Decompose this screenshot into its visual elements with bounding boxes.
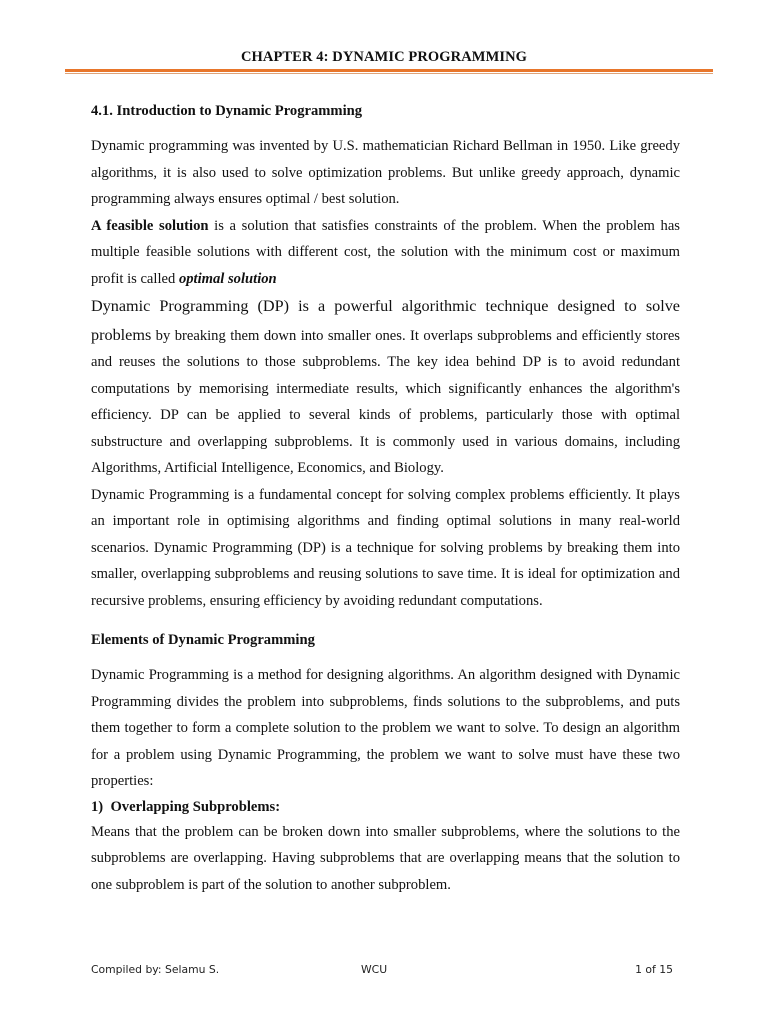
- footer-author: Compiled by: Selamu S.: [91, 963, 220, 976]
- overlapping-subproblems-heading: 1) Overlapping Subproblems:: [91, 798, 281, 815]
- elements-paragraph: Dynamic Programming is a method for designing algorithms. An algorithm designed with Dynamic Programming divides the problem into subproblems, finds solutions to the subproblems, and puts them together to form a complete solution to the problem we want to solve. To design an algorithm for a problem using Dynamic Programming, the problem we want to solve must have these two properties:: [91, 667, 680, 789]
- document-body: [91, 99, 680, 898]
- dp-definition-text: by breaking them down into smaller ones. It overlaps subproblems and efficiently stores and reuses the solutions to those subproblems. The key idea behind DP is to avoid redundant computations by memorising intermediate results, which significantly enhances the algorithm's efficiency. DP can be applied to several kinds of problems, particularly those with optimal substructure and overlapping subproblems. It is commonly used in various domains, including Algorithms, Artificial Intelligence, Economics, and Biology.: [91, 327, 680, 476]
- elements-heading: Elements of Dynamic Programming: [91, 632, 315, 648]
- footer-page-number: 1 of 15: [635, 963, 673, 976]
- footer-institution: WCU: [361, 963, 388, 976]
- feasible-solution-paragraph: [91, 213, 680, 293]
- dp-definition-paragraph: [91, 292, 680, 482]
- header-rule-shadow: [65, 73, 713, 74]
- feasible-solution-term: A feasible solution: [91, 217, 209, 234]
- header-rule: [65, 69, 713, 72]
- dp-definition-lead: Dynamic Programming (DP) is a powerful algorithmic technique designed to solve problems: [91, 297, 680, 344]
- dp-concept-paragraph: Dynamic Programming is a fundamental concept for solving complex problems efficiently. It plays an important role in optimising algorithms and finding optimal solutions in many real-world scenarios. Dynamic Programming (DP) is a technique for solving problems by breaking them into smaller, overlapping subproblems and reusing solutions to save time. It is ideal for optimization and recursive problems, ensuring efficiency by avoiding redundant computations.: [91, 486, 680, 609]
- section-heading: 4.1. Introduction to Dynamic Programming: [91, 103, 363, 119]
- feasible-solution-text: is a solution that satisfies constraints of the problem. When the problem has multiple feasible solutions with different cost, the solution with the minimum cost or maximum profit is called: [91, 217, 680, 287]
- optimal-solution-term: optimal solution: [178, 270, 277, 287]
- chapter-title: CHAPTER 4: DYNAMIC PROGRAMMING: [240, 49, 528, 65]
- overlapping-subproblems-text: Means that the problem can be broken down into smaller subproblems, where the solutions to the subproblems are overlapping. Having subproblems that are overlapping means that the solution to one subproblem is part of the solution to another subproblem.: [91, 823, 680, 893]
- intro-paragraph: Dynamic programming was invented by U.S. mathematician Richard Bellman in 1950. Like greedy algorithms, it is also used to solve optimization problems. But unlike greedy approach, dynamic programming always ensures optimal / best solution.: [91, 138, 680, 207]
